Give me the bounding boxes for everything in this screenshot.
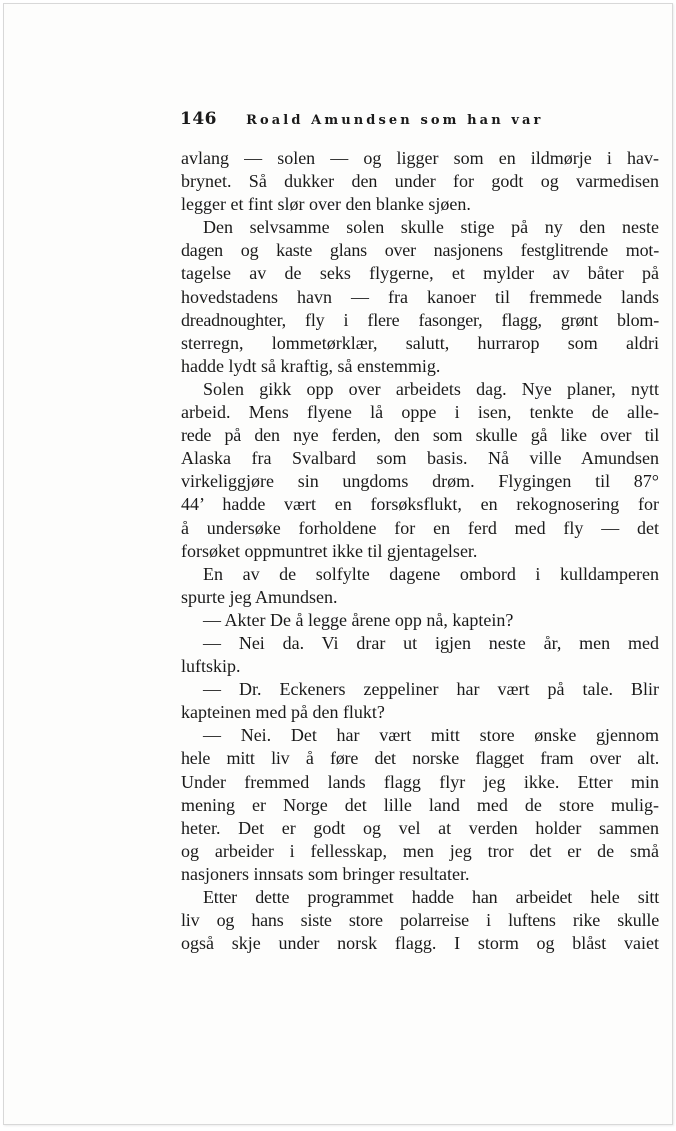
page-number: 146 bbox=[180, 109, 217, 129]
text-line: Under fremmed lands flagg flyr jeg ikke. Etter min bbox=[181, 771, 659, 792]
text-line: liv og hans siste store polarreise i luftens rike skulle bbox=[181, 910, 659, 931]
body-text bbox=[181, 147, 659, 955]
text-line: — Nei. Det har vært mitt store ønske gjennom bbox=[203, 725, 659, 746]
text-line: kapteinen med på den flukt? bbox=[181, 702, 385, 723]
text-line: En av de solfylte dagene ombord i kulldamperen bbox=[203, 563, 659, 584]
text-line: Solen gikk opp over arbeidets dag. Nye planer, nytt bbox=[203, 378, 659, 399]
text-line: Alaska fra Svalbard som basis. Nå ville Amundsen bbox=[181, 448, 659, 469]
text-line: og arbeider i fellesskap, men jeg tror det er de små bbox=[181, 840, 659, 861]
text-line: luftskip. bbox=[181, 656, 241, 677]
text-line: hele mitt liv å føre det norske flagget fram over alt. bbox=[181, 748, 659, 769]
text-line: avlang — solen — og ligger som en ildmørje i hav- bbox=[181, 148, 659, 168]
running-title: Roald Amundsen som han var bbox=[246, 113, 544, 128]
text-line: rede på den nye ferden, den som skulle gå like over til bbox=[181, 425, 659, 446]
text-line: dreadnoughter, fly i flere fasonger, flagg, grønt blom- bbox=[181, 309, 659, 330]
text-line: heter. Det er godt og vel at verden holder sammen bbox=[181, 817, 659, 838]
text-line: — Dr. Eckeners zeppeliner har vært på tale. Blir bbox=[203, 679, 659, 700]
text-line: hadde lydt så kraftig, så enstemmig. bbox=[181, 355, 441, 376]
text-line: spurte jeg Amundsen. bbox=[181, 586, 338, 607]
text-line: — Akter De å legge årene opp nå, kaptein? bbox=[203, 609, 514, 630]
text-line: brynet. Så dukker den under for godt og varmedisen bbox=[181, 171, 659, 192]
text-line: mening er Norge det lille land med de store mulig- bbox=[181, 794, 659, 815]
text-line: nasjoners innsats som bringer resultater. bbox=[181, 863, 470, 884]
text-line: også skje under norsk flagg. I storm og blåst vaiet bbox=[181, 933, 659, 954]
text-line: legger et fint slør over den blanke sjøen. bbox=[181, 194, 471, 215]
text-line: sterregn, lommetørklær, salutt, hurrarop som aldri bbox=[181, 332, 659, 353]
text-line: forsøket oppmuntret ikke til gjentagelser. bbox=[181, 540, 478, 561]
text-line: dagen og kaste glans over nasjonens festglitrende mot- bbox=[181, 240, 659, 261]
text-line: arbeid. Mens flyene lå oppe i isen, tenkte de alle- bbox=[181, 402, 659, 423]
text-line: 44’ hadde vært en forsøksflukt, en rekognosering for bbox=[181, 494, 659, 515]
text-line: Den selvsamme solen skulle stige på ny den neste bbox=[203, 217, 659, 238]
text-line: virkeliggjøre sin ungdoms drøm. Flygingen til 87° bbox=[181, 471, 659, 492]
text-line: tagelse av de seks flygerne, et mylder av båter på bbox=[181, 263, 659, 284]
text-line: å undersøke forholdene for en ferd med fly — det bbox=[181, 517, 659, 538]
text-line: hovedstadens havn — fra kanoer til fremmede lands bbox=[181, 286, 659, 307]
page-header bbox=[180, 109, 660, 133]
book-page bbox=[3, 3, 673, 1125]
text-line: — Nei da. Vi drar ut igjen neste år, men med bbox=[203, 632, 659, 653]
text-line: Etter dette programmet hadde han arbeidet hele sitt bbox=[203, 887, 659, 907]
